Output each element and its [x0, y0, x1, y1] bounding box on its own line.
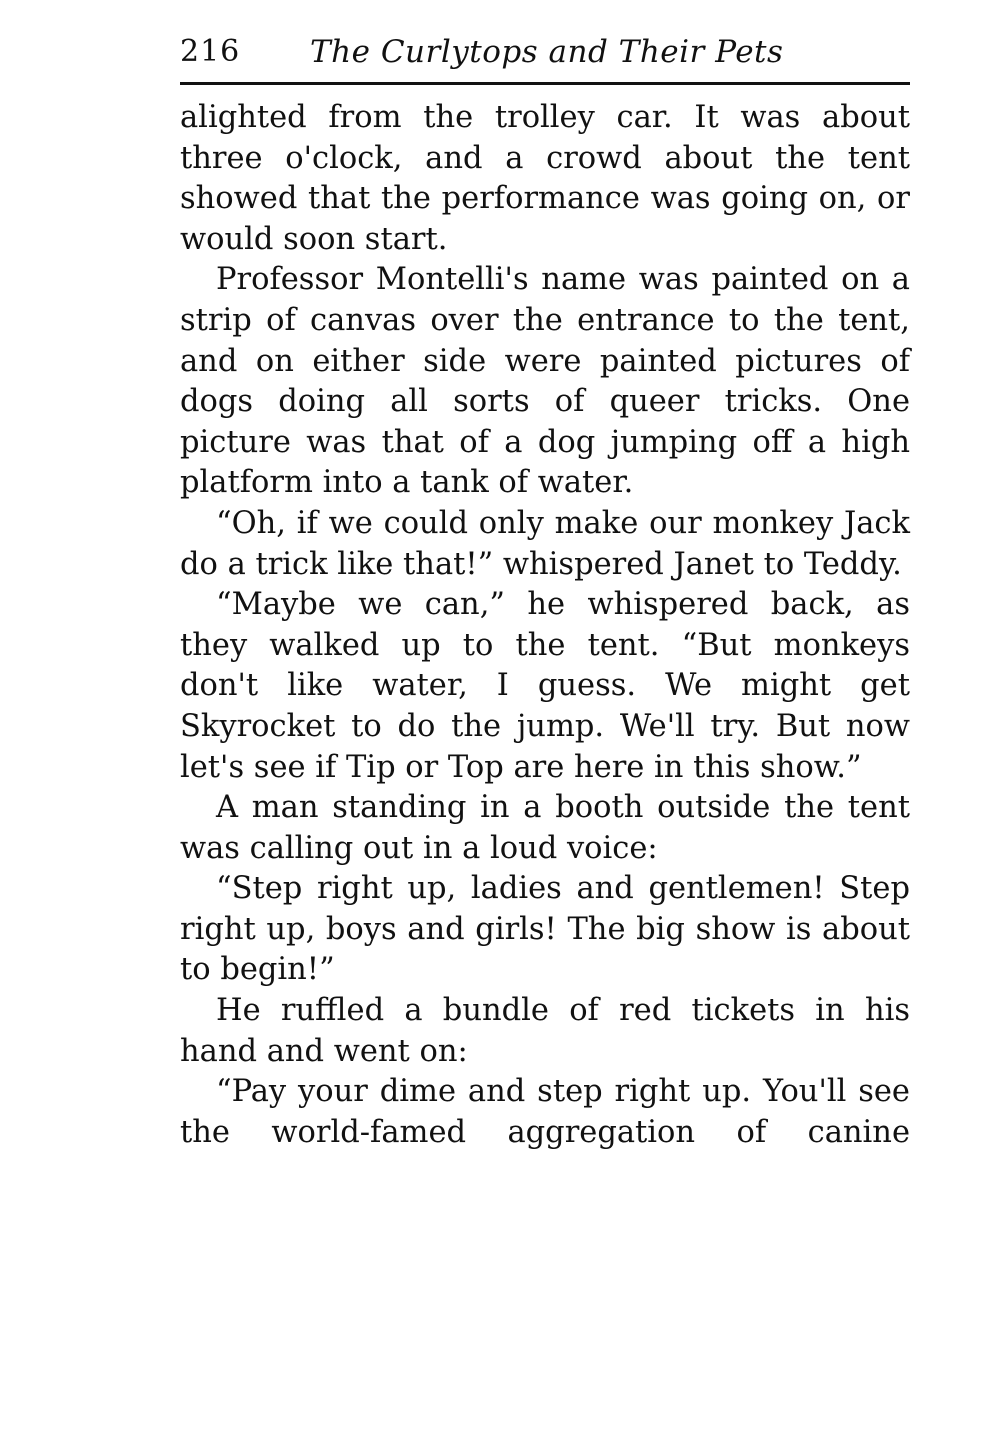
header-rule	[180, 82, 910, 85]
paragraph: “Maybe we can,” he whispered back, as they walked up to the tent. “But monkeys don't like water, I guess. We might get Skyrocket to do the jump. We'll try. But now let's see if Tip or Top are here in this show.”	[180, 587, 910, 785]
paragraph: “Oh, if we could only make our monkey Jack do a trick like that!” whispered Janet to Teddy.	[180, 505, 910, 582]
paragraph: Professor Montelli's name was painted on a strip of canvas over the entrance to the tent, and on either side were painted pictures of dogs doing all sorts of queer tricks. One picture was that of a dog jumping off a high platform into a tank of water.	[180, 262, 910, 501]
page-header	[180, 34, 910, 82]
paragraph: A man standing in a booth outside the tent was calling out in a loud voice:	[180, 790, 910, 866]
paragraph-continues: “Pay your dime and step right up. You'll see the world-famed aggregation of canine	[180, 1074, 910, 1150]
paragraph-continuation: alighted from the trolley car. It was about three o'clock, and a crowd about the tent showed that the performance was going on, or would soon start.	[180, 100, 910, 257]
running-title: The Curlytops and Their Pets	[310, 34, 784, 70]
paragraph: “Step right up, ladies and gentlemen! Step right up, boys and girls! The big show is about to begin!”	[180, 871, 910, 988]
body-text	[180, 98, 910, 1153]
paragraph: He ruffled a bundle of red tickets in his hand and went on:	[180, 993, 910, 1069]
page-number: 216	[180, 34, 241, 69]
